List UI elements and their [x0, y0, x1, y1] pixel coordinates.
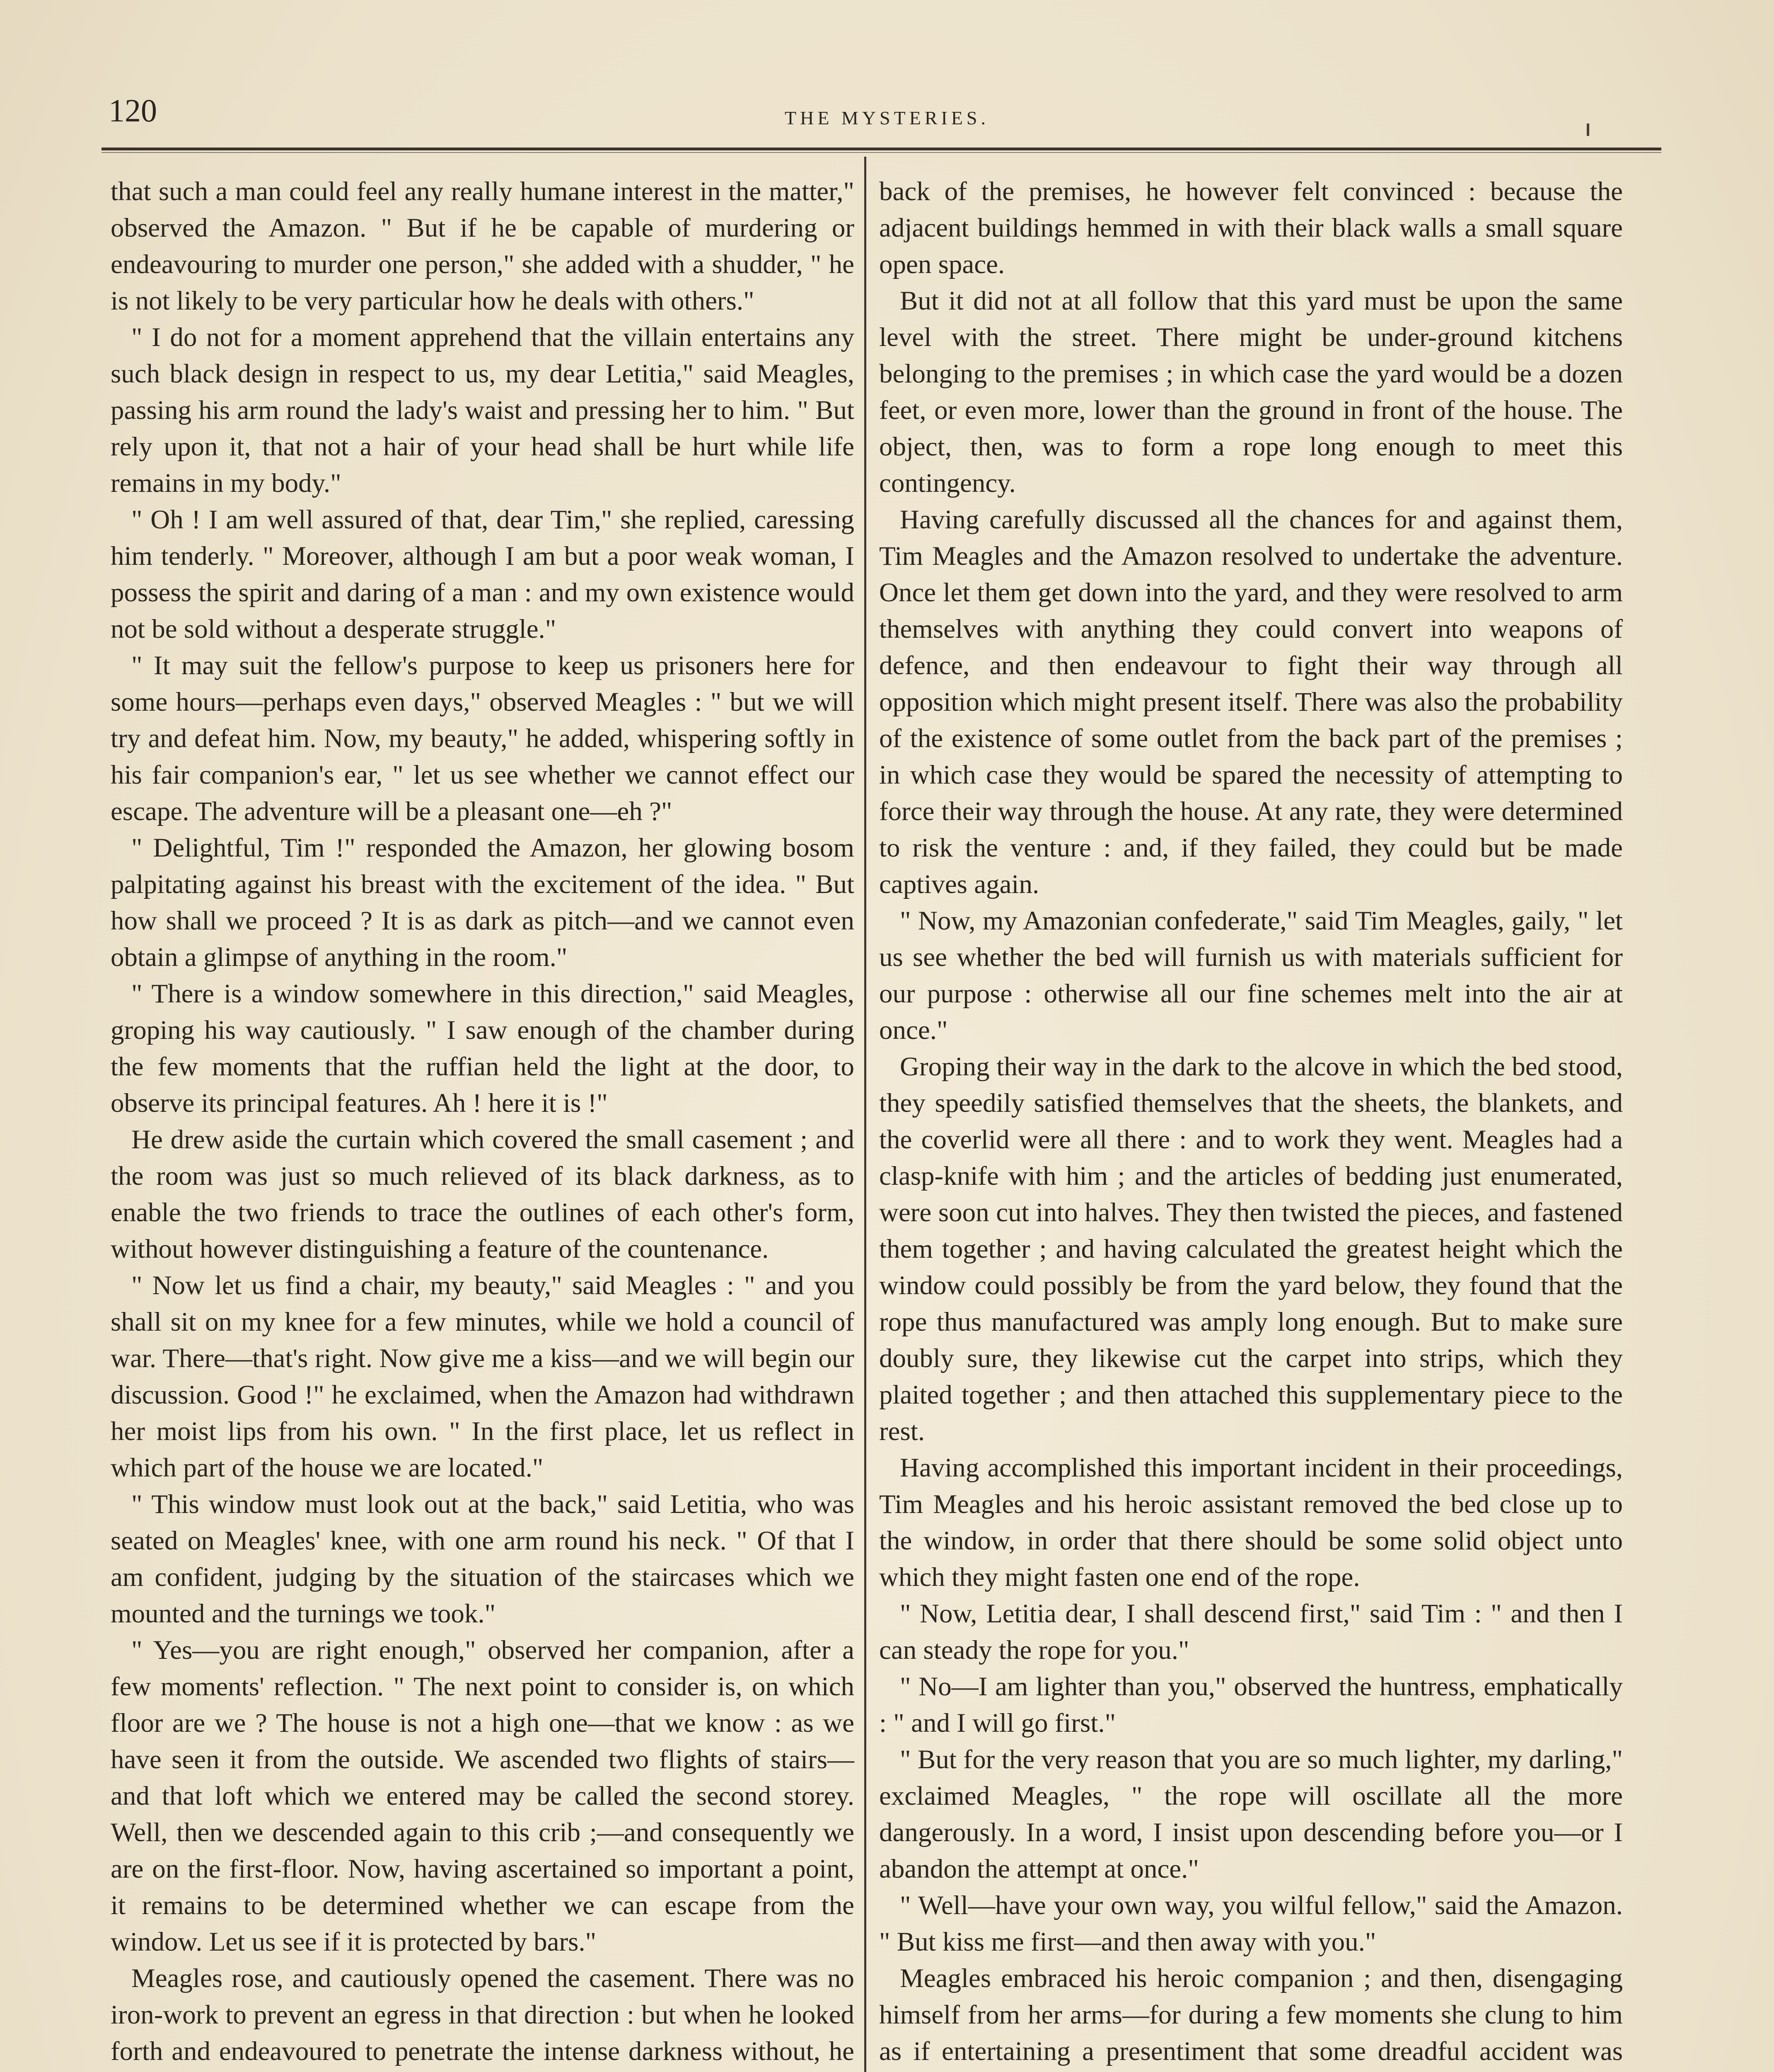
left-column	[111, 173, 854, 2072]
paragraph: But it did not at all follow that this yard must be upon the same level with the street. There might be under-ground kitchens belonging to the premises ; in which case the yard would be a dozen feet, or even more, lower than the ground in front of the house. The object, then, was to form a rope long enough to meet this contingency.	[879, 286, 1623, 498]
paragraph: Having accomplished this important incident in their proceedings, Tim Meagles and his heroic assistant removed the bed close up to the window, in order that there should be some solid object unto which they might fasten one end of the rope.	[879, 1453, 1623, 1592]
column-divider	[864, 157, 866, 2072]
paragraph: " Well—have your own way, you wilful fellow," said the Amazon. " But kiss me first—and then away with you."	[879, 1890, 1623, 1957]
paragraph: " It may suit the fellow's purpose to keep us prisoners here for some hours—perhaps even days," observed Meagles : " but we will try and defeat him. Now, my beauty," he added, whispering softly in his fair companion's ear, " let us see whether we cannot effect our escape. The adventure will be a pleasant one—eh ?"	[111, 651, 854, 826]
paragraph: that such a man could feel any really humane interest in the matter," observed the Amazon. " But if he be capable of murdering or endeavouring to murder one person," she added with a shudder, " he is not likely to be very particular how he deals with others."	[111, 177, 854, 316]
paragraph: " Delightful, Tim !" responded the Amazon, her glowing bosom palpitating against his breast with the excitement of the idea. " But how shall we proceed ? It is as dark as pitch—and we cannot even obtain a glimpse of anything in the room."	[111, 833, 854, 972]
paragraph: " But for the very reason that you are so much lighter, my darling," exclaimed Meagles, " the rope will oscillate all the more dangerously. In a word, I insist upon descending before you—or I abandon the attempt at once."	[879, 1745, 1623, 1884]
header-rule-thin	[102, 152, 1661, 153]
paragraph: " Now, Letitia dear, I shall descend first," said Tim : " and then I can steady the rope for you."	[879, 1599, 1623, 1665]
paragraph: " There is a window somewhere in this direction," said Meagles, groping his way cautiously. " I saw enough of the chamber during the few moments that the ruffian held the light at the door, to observe its principal features. Ah ! here it is !"	[111, 979, 854, 1118]
paragraph: " Now, my Amazonian confederate," said Tim Meagles, gaily, " let us see whether the bed will furnish us with materials sufficient for our purpose : otherwise all our fine schemes melt into the air at once."	[879, 906, 1623, 1045]
paragraph: " Oh ! I am well assured of that, dear Tim," she replied, caressing him tenderly. " Moreover, although I am but a poor weak woman, I possess the spirit and daring of a man : and my own existence would not be sold without a desperate struggle."	[111, 505, 854, 644]
running-title: THE MYSTERIES.	[785, 107, 989, 128]
paragraph: Meagles rose, and cautiously opened the casement. There was no iron-work to prevent an egress in that direction : but when he looked forth and endeavoured to penetrate the intense darkness without, he	[111, 1963, 854, 2066]
paragraph: " I do not for a moment apprehend that the villain entertains any such black design in respect to us, my dear Letitia," said Meagles, passing his arm round the lady's waist and pressing her to him. " But rely upon it, that not a hair of your head shall be hurt while life remains in my body."	[111, 322, 854, 498]
paragraph: " Yes—you are right enough," observed her companion, after a few moments' reflection. " The next point to consider is, on which floor are we ? The house is not a high one—that we know : as we have seen it from the outside. We ascended two flights of stairs—and that loft which we entered may be called the second storey. Well, then we descended again to this crib ;—and consequently we are on the first-floor. Now, having ascertained so important a point, it remains to be determined whether we can escape from the window. Let us see if it is protected by bars."	[111, 1635, 854, 1957]
paragraph: " This window must look out at the back," said Letitia, who was seated on Meagles' knee, with one arm round his neck. " Of that I am confident, judging by the situation of the staircases which we mounted and the turnings we took."	[111, 1489, 854, 1629]
paragraph: back of the premises, he however felt convinced : because the adjacent buildings hemmed in with their black walls a small square open space.	[879, 177, 1623, 279]
paragraph: Meagles embraced his heroic companion ; and then, disengaging himself from her arms—for during a few moments she clung to him as if entertaining a presentiment that some dreadful accident was	[879, 1963, 1623, 2066]
paragraph: Groping their way in the dark to the alcove in which the bed stood, they speedily satisfied themselves that the sheets, the blankets, and the coverlid were all there : and to work they went. Meagles had a clasp-knife with him ; and the articles of bedding just enumerated, were soon cut into halves. They then twisted the pieces, and fastened them together ; and having calculated the greatest height which the window could possibly be from the yard below, they found that the rope thus manufactured was amply long enough. But to make sure doubly sure, they likewise cut the carpet into strips, which they plaited together ; and then attached this supplementary piece to the rest.	[879, 1052, 1623, 1446]
page-number: 120	[109, 92, 157, 128]
paragraph: " No—I am lighter than you," observed the huntress, emphatically : " and I will go first."	[879, 1672, 1623, 1738]
paragraph: Having carefully discussed all the chances for and against them, Tim Meagles and the Amazon resolved to undertake the adventure. Once let them get down into the yard, and they were resolved to arm themselves with anything they could convert into weapons of defence, and then endeavour to fight their way through all opposition which might present itself. There was also the probability of the existence of some outlet from the back part of the premises ; in which case they would be spared the necessity of attempting to force their way through the house. At any rate, they were determined to risk the venture : and, if they failed, they could but be made captives again.	[879, 505, 1623, 899]
paragraph: He drew aside the curtain which covered the small casement ; and the room was just so much relieved of its black darkness, as to enable the two friends to trace the outlines of each other's form, without however distinguishing a feature of the countenance.	[111, 1125, 854, 1264]
paragraph: " Now let us find a chair, my beauty," said Meagles : " and you shall sit on my knee for a few minutes, while we hold a council of war. There—that's right. Now give me a kiss—and we will begin our discussion. Good !" he exclaimed, when the Amazon had withdrawn her moist lips from his own. " In the first place, let us reflect in which part of the house we are located."	[111, 1271, 854, 1483]
header-rule	[102, 148, 1661, 150]
right-column	[879, 173, 1623, 2072]
margin-mark	[1587, 123, 1589, 136]
